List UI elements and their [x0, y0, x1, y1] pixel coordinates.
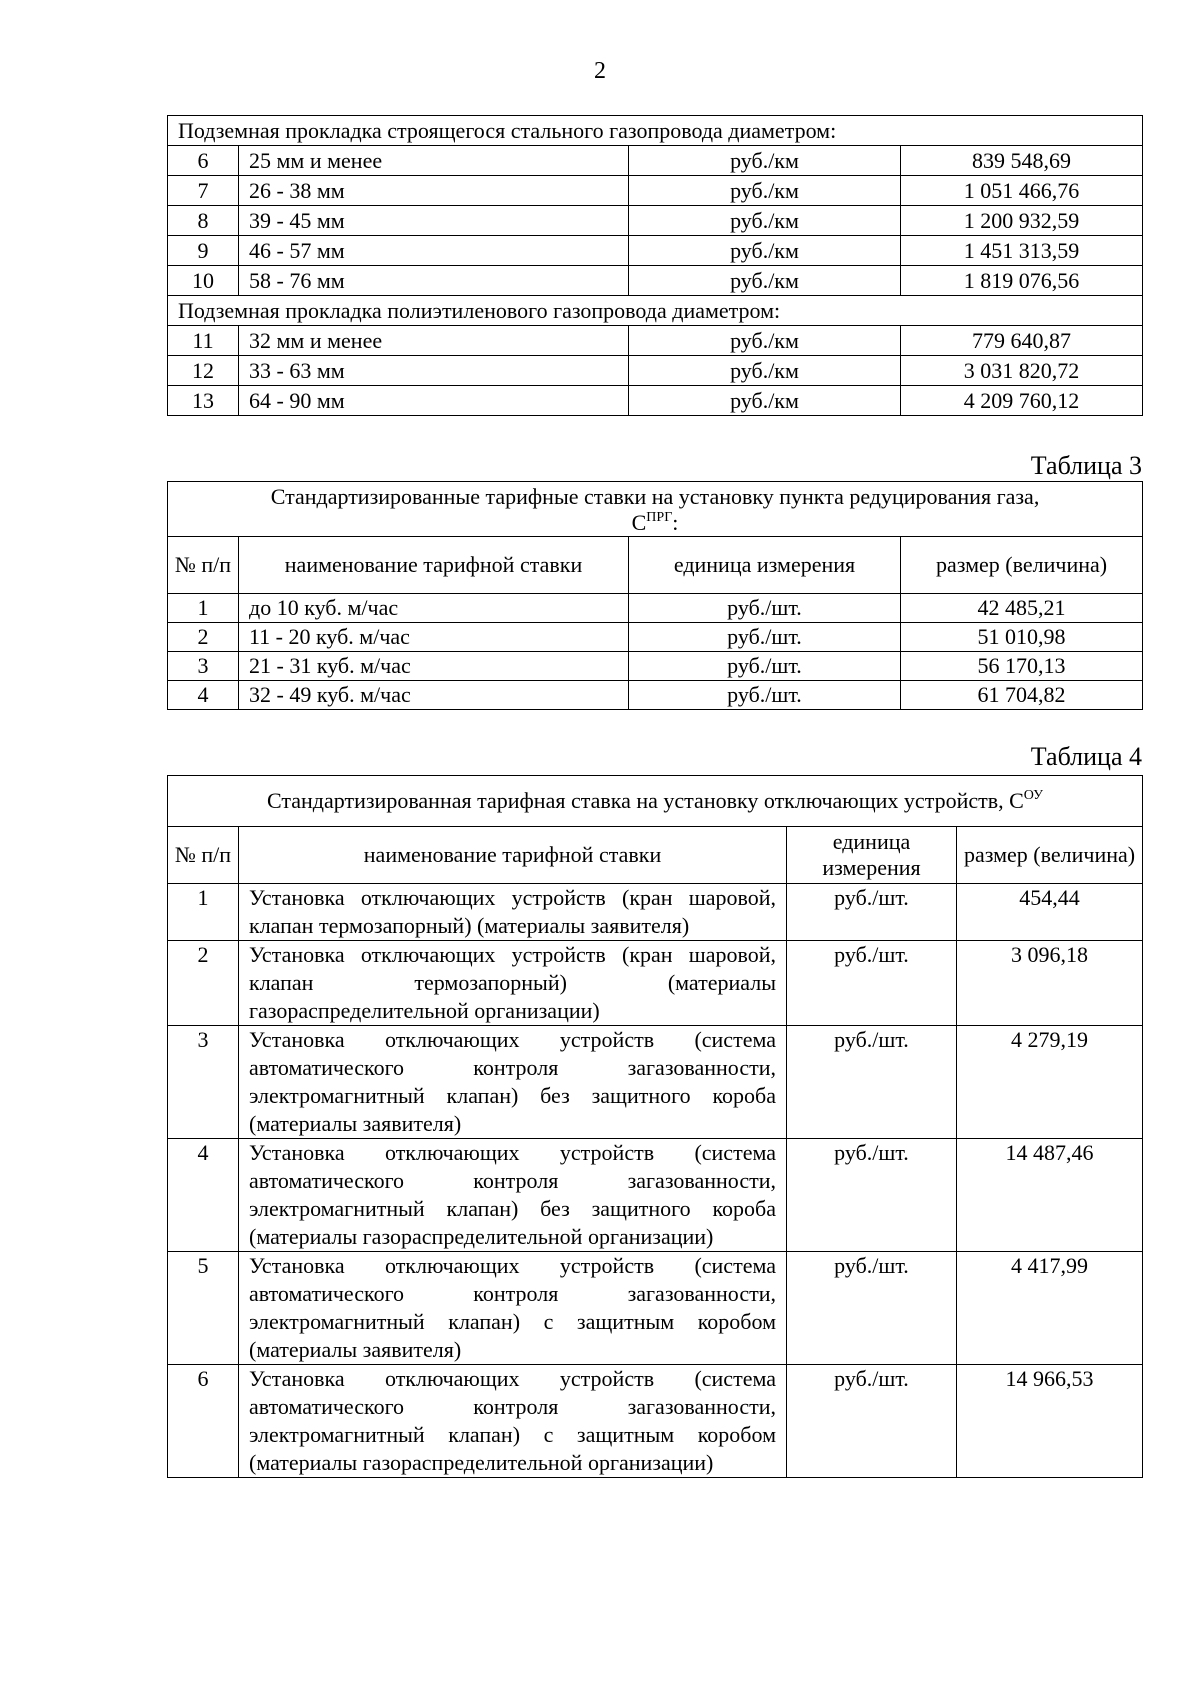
table3-symbol-tail: :: [672, 510, 679, 535]
header-row: [168, 827, 1143, 884]
pipeline-rates-table: [167, 115, 1143, 416]
row-unit: руб./км: [629, 236, 901, 266]
header-name: наименование тарифной ставки: [239, 827, 787, 884]
row-unit: руб./шт.: [629, 652, 901, 681]
row-number: 11: [168, 326, 239, 356]
row-unit: руб./шт.: [787, 1365, 957, 1478]
header-number: № п/п: [168, 827, 239, 884]
table-row: [168, 594, 1143, 623]
row-name: Установка отключающих устройств (кран шаровой, клапан термозапорный) (материалы заявителя): [239, 884, 787, 941]
header-value: размер (величина): [957, 827, 1143, 884]
row-unit: руб./шт.: [787, 1252, 957, 1365]
header-row: [168, 537, 1143, 594]
table3-caption: Таблица 3: [1030, 451, 1142, 480]
reduction-point-rates-table: [167, 481, 1143, 710]
table-row: [168, 356, 1143, 386]
header-name: наименование тарифной ставки: [239, 537, 629, 594]
row-value: 1 819 076,56: [901, 266, 1143, 296]
table-row: [168, 623, 1143, 652]
row-number: 9: [168, 236, 239, 266]
row-value: 3 096,18: [957, 941, 1143, 1026]
table-row: [168, 1365, 1143, 1478]
row-name: Установка отключающих устройств (система автоматического контроля загазованности, электромагнитный клапан) с защитным коробом (материалы заявителя): [239, 1252, 787, 1365]
table-row: [168, 652, 1143, 681]
row-value: 3 031 820,72: [901, 356, 1143, 386]
table4-caption: Таблица 4: [1030, 742, 1142, 771]
table-row: [168, 176, 1143, 206]
row-value: 4 417,99: [957, 1252, 1143, 1365]
table4-title: [168, 776, 1143, 827]
row-name: 58 - 76 мм: [239, 266, 629, 296]
row-value: 61 704,82: [901, 681, 1143, 710]
row-number: 2: [168, 941, 239, 1026]
row-number: 3: [168, 1026, 239, 1139]
table-row: [168, 1026, 1143, 1139]
row-unit: руб./км: [629, 176, 901, 206]
table-row: [168, 236, 1143, 266]
table4-symbol-sup: ОУ: [1023, 788, 1044, 803]
row-value: 14 487,46: [957, 1139, 1143, 1252]
page-number: 2: [594, 58, 606, 84]
row-name: 33 - 63 мм: [239, 356, 629, 386]
table-row: [168, 1139, 1143, 1252]
row-value: 779 640,87: [901, 326, 1143, 356]
row-unit: руб./шт.: [787, 1139, 957, 1252]
row-name: 46 - 57 мм: [239, 236, 629, 266]
row-number: 7: [168, 176, 239, 206]
row-value: 42 485,21: [901, 594, 1143, 623]
row-unit: руб./шт.: [629, 623, 901, 652]
row-value: 4 209 760,12: [901, 386, 1143, 416]
row-value: 839 548,69: [901, 146, 1143, 176]
row-value: 1 051 466,76: [901, 176, 1143, 206]
row-unit: руб./шт.: [629, 681, 901, 710]
row-name: Установка отключающих устройств (система автоматического контроля загазованности, электромагнитный клапан) без защитного короба (материалы газораспределительной организации): [239, 1139, 787, 1252]
row-value: 14 966,53: [957, 1365, 1143, 1478]
row-number: 6: [168, 1365, 239, 1478]
row-value: 454,44: [957, 884, 1143, 941]
row-value: 4 279,19: [957, 1026, 1143, 1139]
section-steel-label: Подземная прокладка строящегося стального газопровода диаметром:: [168, 116, 1143, 146]
row-name: Установка отключающих устройств (кран шаровой, клапан термозапорный) (материалы газораспределительной организации): [239, 941, 787, 1026]
row-value: 51 010,98: [901, 623, 1143, 652]
section-row: [168, 296, 1143, 326]
table3-title-text: Стандартизированные тарифные ставки на установку пункта редуцирования газа,: [270, 484, 1040, 509]
row-number: 12: [168, 356, 239, 386]
row-number: 3: [168, 652, 239, 681]
table-row: [168, 1252, 1143, 1365]
row-unit: руб./шт.: [787, 884, 957, 941]
title-row: [168, 776, 1143, 827]
row-number: 4: [168, 681, 239, 710]
header-value: размер (величина): [901, 537, 1143, 594]
row-number: 1: [168, 884, 239, 941]
section-pe-label: Подземная прокладка полиэтиленового газопровода диаметром:: [168, 296, 1143, 326]
table3-title: [168, 482, 1143, 537]
table-row: [168, 266, 1143, 296]
row-number: 13: [168, 386, 239, 416]
table-row: [168, 681, 1143, 710]
row-name: 39 - 45 мм: [239, 206, 629, 236]
header-unit: единица измерения: [787, 827, 957, 884]
row-name: до 10 куб. м/час: [239, 594, 629, 623]
table4-title-text: Стандартизированная тарифная ставка на установку отключающих устройств, С: [267, 788, 1024, 813]
row-unit: руб./км: [629, 146, 901, 176]
table-row: [168, 884, 1143, 941]
row-number: 4: [168, 1139, 239, 1252]
row-unit: руб./км: [629, 266, 901, 296]
row-name: Установка отключающих устройств (система автоматического контроля загазованности, электромагнитный клапан) без защитного короба (материалы заявителя): [239, 1026, 787, 1139]
row-name: 32 мм и менее: [239, 326, 629, 356]
row-value: 1 451 313,59: [901, 236, 1143, 266]
table-row: [168, 206, 1143, 236]
table-row: [168, 146, 1143, 176]
section-row: [168, 116, 1143, 146]
header-unit: единица измерения: [629, 537, 901, 594]
table3-symbol: С: [631, 510, 647, 535]
row-unit: руб./шт.: [787, 941, 957, 1026]
table-row: [168, 386, 1143, 416]
title-row: [168, 482, 1143, 537]
row-unit: руб./км: [629, 206, 901, 236]
row-number: 10: [168, 266, 239, 296]
header-number: № п/п: [168, 537, 239, 594]
shutoff-device-rates-table: [167, 775, 1143, 1478]
row-value: 1 200 932,59: [901, 206, 1143, 236]
row-name: 32 - 49 куб. м/час: [239, 681, 629, 710]
row-unit: руб./км: [629, 386, 901, 416]
row-number: 8: [168, 206, 239, 236]
row-unit: руб./км: [629, 356, 901, 386]
row-number: 5: [168, 1252, 239, 1365]
row-number: 2: [168, 623, 239, 652]
row-unit: руб./км: [629, 326, 901, 356]
row-name: 26 - 38 мм: [239, 176, 629, 206]
table3-symbol-sup: ПРГ: [646, 510, 673, 525]
row-unit: руб./шт.: [787, 1026, 957, 1139]
row-value: 56 170,13: [901, 652, 1143, 681]
row-number: 1: [168, 594, 239, 623]
row-name: 11 - 20 куб. м/час: [239, 623, 629, 652]
row-number: 6: [168, 146, 239, 176]
row-name: Установка отключающих устройств (система автоматического контроля загазованности, электромагнитный клапан) с защитным коробом (материалы газораспределительной организации): [239, 1365, 787, 1478]
row-name: 64 - 90 мм: [239, 386, 629, 416]
table-row: [168, 941, 1143, 1026]
row-name: 21 - 31 куб. м/час: [239, 652, 629, 681]
row-name: 25 мм и менее: [239, 146, 629, 176]
row-unit: руб./шт.: [629, 594, 901, 623]
table-row: [168, 326, 1143, 356]
